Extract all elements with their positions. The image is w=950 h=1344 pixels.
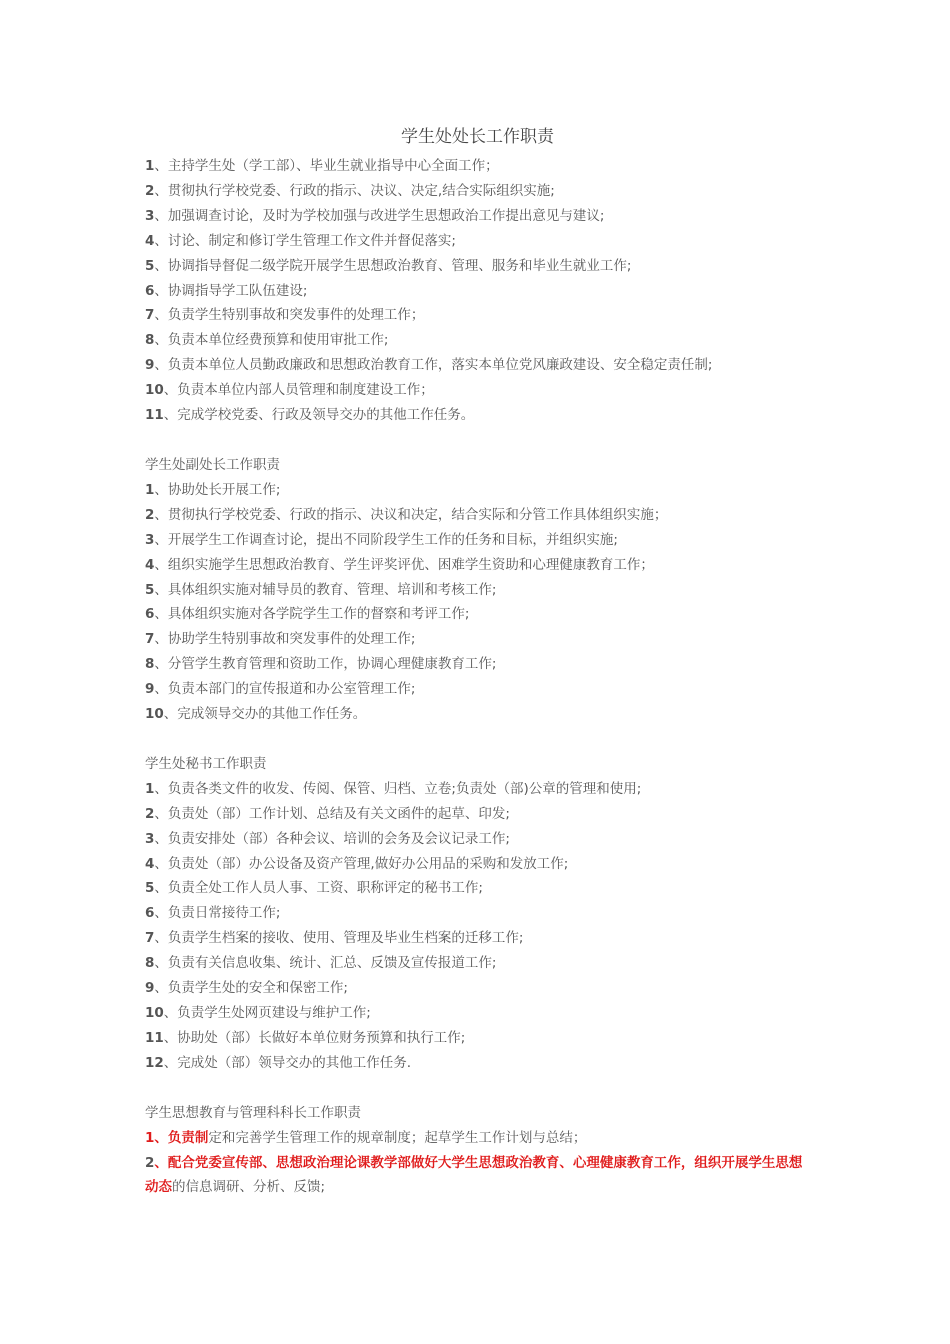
- section-head-duties: [145, 154, 810, 428]
- item-text: 、协助处长开展工作;: [154, 481, 281, 498]
- list-item: [145, 229, 810, 254]
- item-number: 10: [145, 706, 164, 723]
- list-item: [145, 553, 810, 578]
- item-text: 、负责学生特别事故和突发事件的处理工作；: [154, 307, 425, 324]
- item-text: 、负责有关信息收集、统计、汇总、反馈及宣传报道工作;: [154, 955, 497, 972]
- item-number: 8: [145, 955, 155, 972]
- item-number: 1: [145, 158, 155, 174]
- highlighted-text: 、配合党委宣传部、思想政治理论课教学部做好大学生思想政治教育、心理健康教育工作，组织开展学生思想动态: [145, 1154, 803, 1196]
- list-item: [145, 1151, 810, 1201]
- item-number: 4: [145, 556, 155, 573]
- item-number: 10: [145, 382, 164, 399]
- item-text: 、负责学生处网页建设与维护工作;: [163, 1005, 371, 1021]
- item-number: 8: [145, 656, 155, 673]
- list-item: [145, 1051, 810, 1076]
- item-list: [145, 154, 810, 428]
- item-text: 、组织实施学生思想政治教育、学生评奖评优、困难学生资助和心理健康教育工作；: [154, 556, 654, 573]
- item-list: [145, 478, 810, 727]
- item-text: 的信息调研、分析、反馈;: [172, 1179, 326, 1196]
- list-item: [145, 627, 810, 652]
- item-text: 、讨论、制定和修订学生管理工作文件并督促落实;: [154, 232, 456, 249]
- item-number: 3: [145, 830, 155, 847]
- list-item: [145, 1126, 810, 1151]
- list-item: [145, 254, 810, 279]
- item-number: 12: [145, 1054, 164, 1071]
- item-text: 、协调指导督促二级学院开展学生思想政治教育、管理、服务和毕业生就业工作;: [154, 257, 632, 274]
- item-text: 、负责全处工作人员人事、工资、职称评定的秘书工作;: [154, 880, 483, 897]
- item-number: 7: [145, 307, 155, 324]
- list-item: [145, 179, 810, 204]
- item-text: 、负责本单位人员勤政廉政和思想政治教育工作，落实本单位党风廉政建设、安全稳定责任制;: [154, 357, 713, 374]
- list-item: [145, 528, 810, 553]
- list-item: [145, 378, 810, 403]
- item-number: 5: [145, 880, 155, 897]
- list-item: [145, 154, 810, 179]
- item-number: 6: [145, 905, 155, 922]
- item-number: 7: [145, 930, 155, 947]
- item-number: 2: [145, 182, 155, 199]
- item-text: 、负责学生档案的接收、使用、管理及毕业生档案的迁移工作;: [154, 930, 524, 947]
- item-text: 、贯彻执行学校党委、行政的指示、决议和决定，结合实际和分管工作具体组织实施；: [154, 506, 668, 523]
- document-page: [145, 124, 810, 1200]
- item-number: 4: [145, 855, 155, 872]
- list-item: [145, 1001, 810, 1026]
- item-number: 1: [145, 481, 155, 498]
- item-number: 9: [145, 357, 155, 374]
- page-title: 学生处处长工作职责: [401, 127, 554, 147]
- item-number: 10: [145, 1005, 164, 1021]
- list-item: [145, 652, 810, 677]
- item-text: 、协助学生特别事故和突发事件的处理工作;: [154, 631, 416, 648]
- list-item: [145, 777, 810, 802]
- list-item: [145, 876, 810, 901]
- highlighted-text: 、负责制: [154, 1129, 209, 1146]
- item-number: 3: [145, 207, 155, 224]
- list-item: [145, 677, 810, 702]
- list-item: [145, 1026, 810, 1051]
- list-item: [145, 578, 810, 603]
- item-text: 、负责日常接待工作;: [154, 905, 281, 922]
- item-text: 、完成处（部）领导交办的其他工作任务.: [163, 1054, 412, 1071]
- section-heading: 学生处秘书工作职责: [145, 755, 267, 772]
- item-text: 、协助处（部）长做好本单位财务预算和执行工作;: [163, 1029, 466, 1046]
- item-number: 9: [145, 681, 155, 698]
- list-item: [145, 702, 810, 727]
- item-text: 、负责各类文件的收发、传阅、保管、归档、立卷;负责处（部)公章的管理和使用;: [154, 780, 642, 797]
- item-text: 定和完善学生管理工作的规章制度；起草学生工作计划与总结；: [208, 1129, 587, 1146]
- list-item: [145, 976, 810, 1001]
- list-item: [145, 926, 810, 951]
- item-number: 5: [145, 581, 155, 598]
- item-list: [145, 777, 810, 1076]
- list-item: [145, 353, 810, 378]
- item-text: 、负责处（部）工作计划、总结及有关文函件的起草、印发;: [154, 805, 510, 822]
- list-item: [145, 951, 810, 976]
- item-number: 11: [145, 1029, 164, 1046]
- item-text: 、具体组织实施对辅导员的教育、管理、培训和考核工作;: [154, 581, 497, 598]
- list-item: [145, 403, 810, 428]
- item-number: 1: [145, 1129, 155, 1146]
- item-number: 2: [145, 506, 155, 523]
- item-number: 1: [145, 780, 155, 797]
- item-number: 2: [145, 1154, 155, 1171]
- item-number: 11: [145, 407, 164, 424]
- item-text: 、完成学校党委、行政及领导交办的其他工作任务。: [163, 407, 475, 424]
- item-number: 5: [145, 257, 155, 274]
- list-item: [145, 279, 810, 304]
- item-text: 、开展学生工作调查讨论，提出不同阶段学生工作的任务和目标，并组织实施;: [154, 531, 618, 548]
- list-item: [145, 901, 810, 926]
- section-heading: 学生思想教育与管理科科长工作职责: [145, 1104, 361, 1121]
- item-number: 4: [145, 232, 155, 249]
- item-text: 、负责本部门的宣传报道和办公室管理工作;: [154, 681, 416, 698]
- list-item: [145, 802, 810, 827]
- item-text: 、负责学生处的安全和保密工作;: [154, 980, 348, 997]
- item-text: 、负责本单位经费预算和使用审批工作;: [154, 332, 389, 349]
- item-text: 、贯彻执行学校党委、行政的指示、决议、决定,结合实际组织实施;: [154, 182, 555, 199]
- list-item: [145, 204, 810, 229]
- list-item: [145, 852, 810, 877]
- item-number: 6: [145, 282, 155, 299]
- list-item: [145, 503, 810, 528]
- item-number: 3: [145, 531, 155, 548]
- item-text: 、负责处（部）办公设备及资产管理,做好办公用品的采购和发放工作;: [154, 855, 569, 872]
- list-item: [145, 602, 810, 627]
- item-number: 9: [145, 980, 155, 997]
- list-item: [145, 827, 810, 852]
- list-item: [145, 328, 810, 353]
- item-text: 、协调指导学工队伍建设;: [154, 282, 308, 299]
- item-number: 2: [145, 805, 155, 822]
- item-number: 7: [145, 631, 155, 648]
- item-text: 、具体组织实施对各学院学生工作的督察和考评工作;: [154, 606, 470, 623]
- item-text: 、完成领导交办的其他工作任务。: [163, 706, 367, 723]
- list-item: [145, 303, 810, 328]
- list-item: [145, 478, 810, 503]
- item-text: 、负责安排处（部）各种会议、培训的会务及会议记录工作;: [154, 830, 510, 847]
- item-text: 、主持学生处（学工部）、毕业生就业指导中心全面工作；: [154, 158, 499, 174]
- item-text: 、分管学生教育管理和资助工作，协调心理健康教育工作;: [154, 656, 497, 673]
- section-heading: 学生处副处长工作职责: [145, 456, 280, 473]
- item-text: 、加强调查讨论，及时为学校加强与改进学生思想政治工作提出意见与建议;: [154, 207, 605, 224]
- item-number: 8: [145, 332, 155, 349]
- item-number: 6: [145, 606, 155, 623]
- item-text: 、负责本单位内部人员管理和制度建设工作；: [163, 382, 434, 399]
